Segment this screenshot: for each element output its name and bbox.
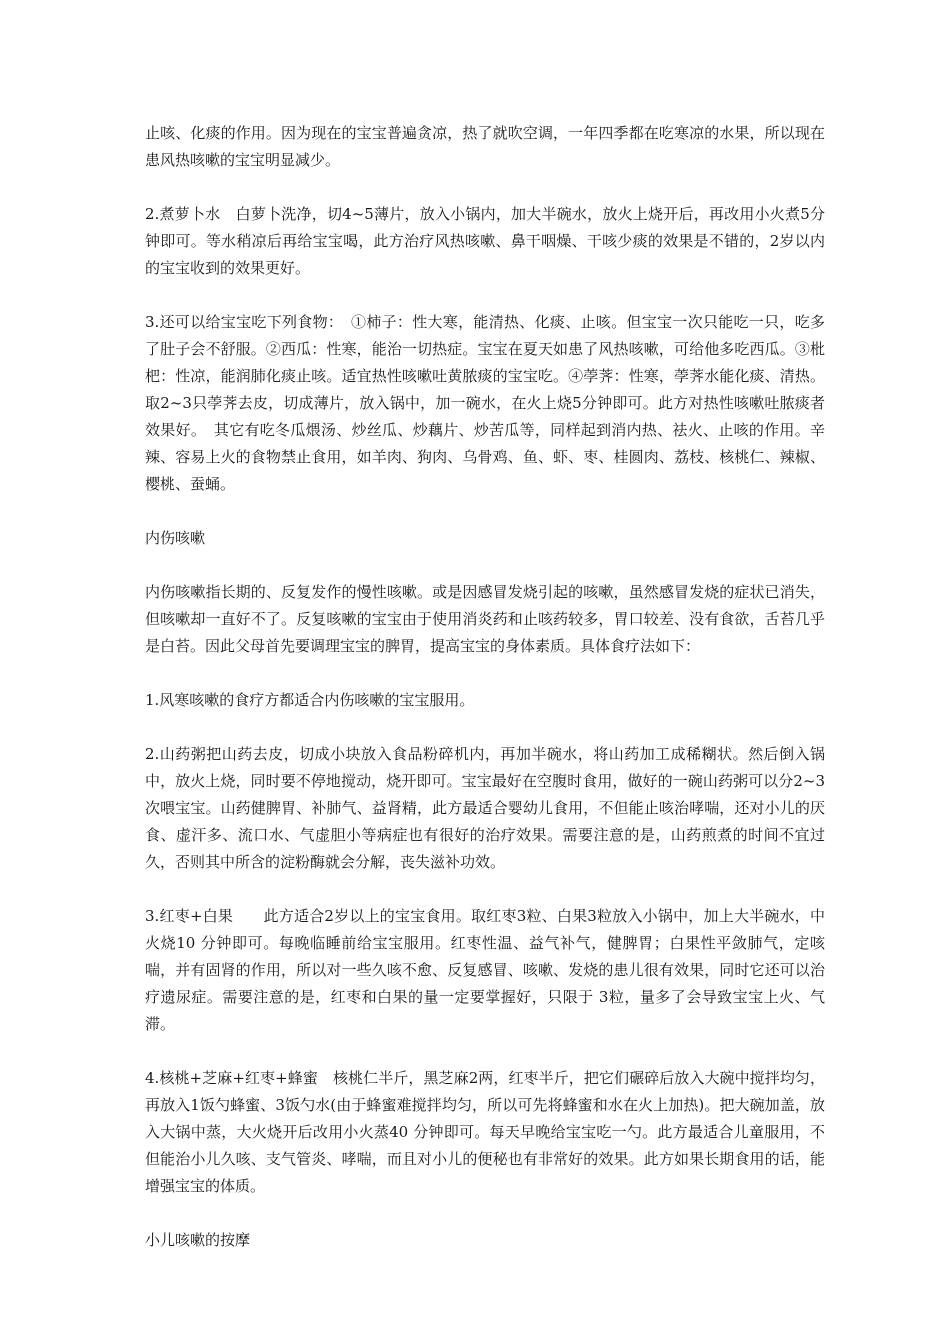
document-body — [145, 120, 825, 1281]
section-heading-massage: 小儿咳嗽的按摩 — [145, 1231, 251, 1249]
paragraph-heat-cough-intro: 止咳、化痰的作用。因为现在的宝宝普遍贪凉，热了就吹空调，一年四季都在吃寒凉的水果，所以现在患风热咳嗽的宝宝明显减少。 — [145, 124, 825, 169]
paragraph-radish-water: 2.煮萝卜水 白萝卜洗净，切4~5薄片，放入小锅内，加大半碗水，放火上烧开后，再改用小火煮5分钟即可。等水稍凉后再给宝宝喝，此方治疗风热咳嗽、鼻干咽燥、干咳少痰的效果是不错的，2岁以内的宝宝收到的效果更好。 — [145, 205, 825, 277]
paragraph-foods-list: 3.还可以给宝宝吃下列食物： ①柿子：性大寒，能清热、化痰、止咳。但宝宝一次只能吃一只，吃多了肚子会不舒服。②西瓜：性寒，能治一切热症。宝宝在夏天如患了风热咳嗽，可给他多吃西瓜。③枇杷：性凉，能润肺化痰止咳。适宜热性咳嗽吐黄脓痰的宝宝吃。④荸荠：性寒，荸荠水能化痰、清热。取2~3只荸荠去皮，切成薄片，放入锅中，加一碗水，在火上烧5分钟即可。此方对热性咳嗽吐脓痰者效果好。 其它有吃冬瓜煨汤、炒丝瓜、炒藕片、炒苦瓜等，同样起到消内热、祛火、止咳的作用。辛辣、容易上火的食物禁止食用，如羊肉、狗肉、乌骨鸡、鱼、虾、枣、桂圆肉、荔枝、核桃仁、辣椒、樱桃、蚕蛹。 — [145, 313, 825, 493]
paragraph-walnut-sesame-honey: 4.核桃+芝麻+红枣+蜂蜜 核桃仁半斤，黑芝麻2两，红枣半斤，把它们碾碎后放入大碗中搅拌均匀，再放入1饭勺蜂蜜、3饭勺水(由于蜂蜜难搅拌均匀，所以可先将蜂蜜和水在火上加热)。把大碗加盖，放入大锅中蒸，大火烧开后改用小火蒸40 分钟即可。每天早晚给宝宝吃一勺。此方最适合儿童服用，不但能治小儿久咳、支气管炎、哮喘，而且对小儿的便秘也有非常好的效果。此方如果长期食用的话，能增强宝宝的体质。 — [145, 1069, 825, 1195]
paragraph-internal-cough-desc: 内伤咳嗽指长期的、反复发作的慢性咳嗽。或是因感冒发烧引起的咳嗽，虽然感冒发烧的症状已消失，但咳嗽却一直好不了。反复咳嗽的宝宝由于使用消炎药和止咳药较多，胃口较差、没有食欲，舌苔几乎是白苔。因此父母首先要调理宝宝的脾胃，提高宝宝的身体素质。具体食疗法如下： — [145, 583, 825, 655]
paragraph-item-1: 1.风寒咳嗽的食疗方都适合内伤咳嗽的宝宝服用。 — [145, 691, 475, 709]
paragraph-jujube-ginkgo: 3.红枣+白果 此方适合2岁以上的宝宝食用。取红枣3粒、白果3粒放入小锅中，加上大半碗水，中火烧10 分钟即可。每晚临睡前给宝宝服用。红枣性温、益气补气，健脾胃；白果性平敛肺气，定咳喘，并有固肾的作用，所以对一些久咳不愈、反复感冒、咳嗽、发烧的患儿很有效果，同时它还可以治疗遗尿症。需要注意的是，红枣和白果的量一定要掌握好，只限于 3粒，量多了会导致宝宝上火、气滞。 — [145, 907, 825, 1033]
section-heading-internal-cough: 内伤咳嗽 — [145, 529, 206, 547]
paragraph-yam-porridge: 2.山药粥把山药去皮，切成小块放入食品粉碎机内，再加半碗水，将山药加工成稀糊状。然后倒入锅中，放火上烧，同时要不停地搅动，烧开即可。宝宝最好在空腹时食用，做好的一碗山药粥可以分2~3 次喂宝宝。山药健脾胃、补肺气、益肾精，此方最适合婴幼儿食用，不但能止咳治哮喘，还对小儿的厌食、虚汗多、流口水、气虚胆小等病症也有很好的治疗效果。需要注意的是，山药煎煮的时间不宜过久，否则其中所含的淀粉酶就会分解，丧失滋补功效。 — [145, 745, 825, 871]
